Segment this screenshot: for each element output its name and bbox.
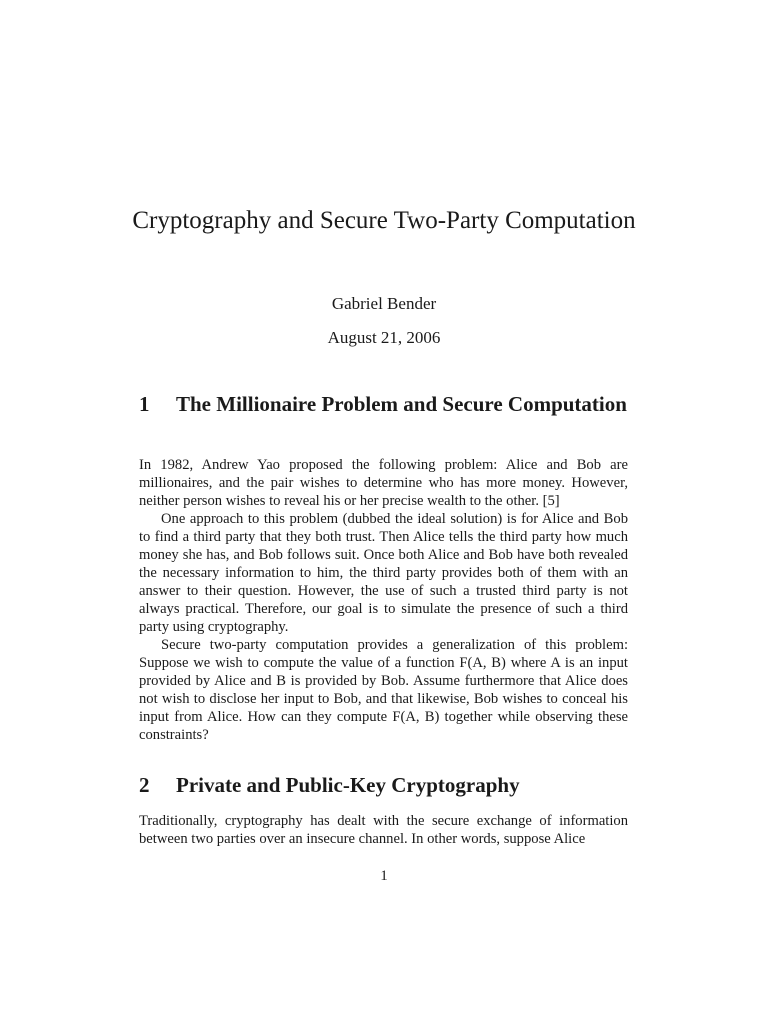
section-1-number: 1: [139, 392, 150, 416]
publication-date: August 21, 2006: [327, 328, 441, 347]
section-1-paragraph-2: One approach to this problem (dubbed the ideal solution) is for Alice and Bob to find a third party that they both trust. Then Alice tells the third party how much money she has, and Bob follows suit. Once both Alice and Bob have both revealed the necessary information to him, the third party provides both of them with an answer to their question. However, the use of such a trusted third party is not always practical. Therefore, our goal is to simulate the presence of such a third party using cryptography.: [139, 511, 628, 635]
page-number: 1: [380, 868, 388, 884]
section-1-body: [139, 456, 628, 744]
section-2-number: 2: [139, 773, 150, 797]
document-title: Cryptography and Secure Two-Party Computation: [132, 207, 636, 234]
author-name: Gabriel Bender: [331, 294, 437, 313]
section-2-title: Private and Public-Key Cryptography: [176, 773, 520, 797]
section-1-heading: [139, 391, 639, 418]
section-1-paragraph-1: In 1982, Andrew Yao proposed the following problem: Alice and Bob are millionaires, and the pair wishes to determine who has more money. However, neither person wishes to reveal his or her precise wealth to the other. [5]: [139, 457, 628, 509]
section-1-paragraph-3: Secure two-party computation provides a generalization of this problem: Suppose we wish to compute the value of a function F(A, B) where A is an input provided by Alice and B is provided by Bob. Assume furthermore that Alice does not wish to disclose her input to Bob, and that likewise, Bob wishes to conceal his input from Alice. How can they compute F(A, B) together while observing these constraints?: [139, 637, 628, 743]
section-1-title: The Millionaire Problem and Secure Computation: [176, 392, 627, 416]
section-2-heading: [139, 772, 639, 799]
section-2-paragraph-1: Traditionally, cryptography has dealt with the secure exchange of information between two parties over an insecure channel. In other words, suppose Alice: [139, 813, 628, 847]
section-2-body: [139, 812, 628, 848]
